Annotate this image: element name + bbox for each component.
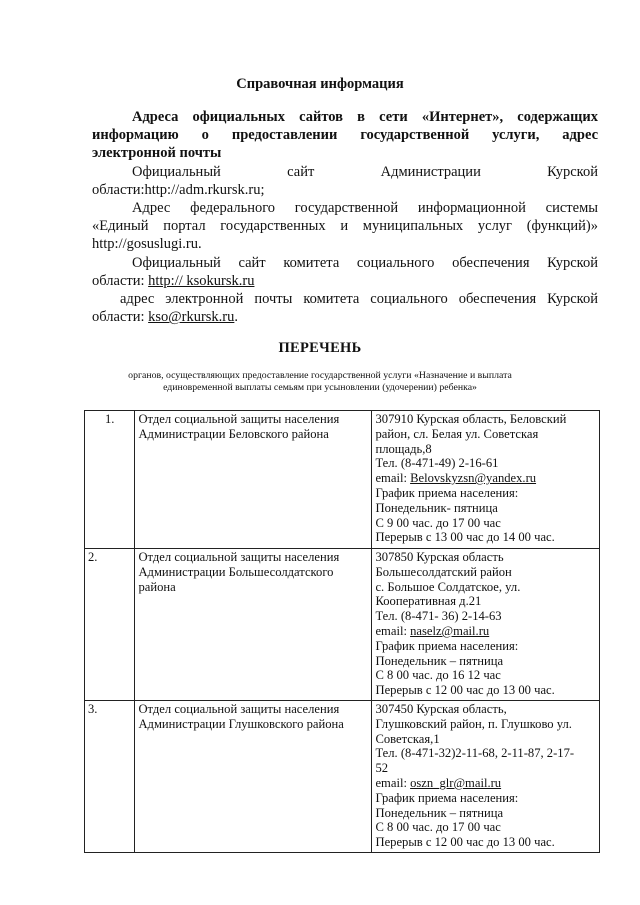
phone-line: Тел. (8-471-32)2-11-68, 2-11-87, 2-17- <box>375 746 575 761</box>
intro-heading-line1: Адреса официальных сайтов в сети «Интернет», содержащих <box>132 109 598 125</box>
email-prefix: email: <box>375 775 411 790</box>
committee-email-link[interactable]: kso@rkursk.ru <box>148 309 235 326</box>
table-row <box>85 701 600 853</box>
portal-line2: «Единый портал государственных и муниципальных услуг (функций)» <box>92 218 598 235</box>
schedule-break: Перерыв с 13 00 час до 14 00 час. <box>375 530 555 545</box>
committee-site-line1: Официальный сайт комитета социального обеспечения Курской <box>132 254 598 271</box>
intro-heading-line2: информацию о предоставлении государственной услуги, адрес <box>92 127 598 144</box>
schedule-title: График приема населения: <box>375 790 519 805</box>
email-link[interactable]: Belovskyzsn@yandex.ru <box>410 471 537 486</box>
intro-section <box>92 108 598 326</box>
office-name-line: района <box>138 579 176 594</box>
portal-line1: Адрес федерального государственной информационной системы <box>132 200 598 217</box>
row-number: 3. <box>85 701 135 853</box>
committee-site-link[interactable]: http:// ksokursk.ru <box>148 272 255 289</box>
schedule-hours: С 8 00 час. до 16 12 час <box>375 668 501 683</box>
schedule-hours: С 9 00 час. до 17 00 час <box>375 515 501 530</box>
address-line: Кооперативная д.21 <box>375 594 482 609</box>
office-name <box>135 411 372 549</box>
office-name-line: Администрации Глушковского района <box>138 716 344 731</box>
address-line: площадь,8 <box>375 441 432 456</box>
committee-site-line2 <box>92 272 598 290</box>
row-number: 2. <box>85 549 135 701</box>
schedule-days: Понедельник – пятница <box>375 653 504 668</box>
email-line <box>375 471 596 486</box>
email-link[interactable]: oszn_glr@mail.ru <box>410 775 502 790</box>
list-subtitle <box>120 370 520 394</box>
committee-email-line2 <box>92 308 598 326</box>
address-line: район, сл. Белая ул. Советская <box>375 426 539 441</box>
list-subtitle-line2: единовременной выплаты семьям при усыновлении (удочерении) ребенка» <box>163 382 477 393</box>
committee-email-line1: адрес электронной почты комитета социального обеспечения Курской <box>120 291 598 308</box>
office-name <box>135 701 372 853</box>
page-title: Справочная информация <box>236 76 404 92</box>
email-prefix: email: <box>375 471 411 486</box>
committee-email-suffix: . <box>234 309 238 326</box>
schedule-break: Перерыв с 12 00 час до 13 00 час. <box>375 683 555 698</box>
office-name-line: Отдел социальной защиты населения <box>138 702 340 716</box>
address-line: с. Большое Солдатское, ул. <box>375 579 521 594</box>
phone-line: Тел. (8-471-49) 2-16-61 <box>375 456 499 471</box>
office-name-line: Администрации Большесолдатского <box>138 564 334 579</box>
email-prefix: email: <box>375 623 411 638</box>
address-line: Большесолдатский район <box>375 564 512 579</box>
address-line: Глушковский район, п. Глушково ул. <box>375 716 572 731</box>
address-line: 307850 Курская область <box>375 550 504 564</box>
address-line: Советская,1 <box>375 731 440 746</box>
portal-line3: http://gosuslugi.ru. <box>92 236 202 253</box>
office-name-line: Отдел социальной защиты населения <box>138 412 340 426</box>
office-name <box>135 549 372 701</box>
office-contacts <box>372 701 600 853</box>
email-line <box>375 776 596 791</box>
schedule-title: График приема населения: <box>375 638 519 653</box>
schedule-break: Перерыв с 12 00 час до 13 00 час. <box>375 835 555 850</box>
list-subtitle-line1: органов, осуществляющих предоставление государственной услуги «Назначение и выплата <box>128 370 512 381</box>
admin-site-line2: области:http://adm.rkursk.ru; <box>92 181 265 198</box>
offices-table <box>84 410 600 853</box>
table-row <box>85 411 600 549</box>
committee-site-prefix: области: <box>92 272 149 289</box>
office-contacts <box>372 411 600 549</box>
schedule-hours: С 8 00 час. до 17 00 час <box>375 820 501 835</box>
office-contacts <box>372 549 600 701</box>
schedule-title: График приема населения: <box>375 485 519 500</box>
admin-site-line1: Официальный сайт Администрации Курской <box>132 163 598 180</box>
office-name-line: Администрации Беловского района <box>138 426 329 441</box>
row-number: 1. <box>85 411 135 549</box>
table-row <box>85 549 600 701</box>
committee-email-prefix: области: <box>92 309 149 326</box>
intro-heading-line3: электронной почты <box>92 145 222 162</box>
email-link[interactable]: naselz@mail.ru <box>410 623 490 638</box>
email-line <box>375 624 596 639</box>
schedule-days: Понедельник – пятница <box>375 805 504 820</box>
office-name-line: Отдел социальной защиты населения <box>138 550 340 564</box>
address-line: 307910 Курская область, Беловский <box>375 412 567 426</box>
schedule-days: Понедельник- пятница <box>375 500 498 515</box>
phone-line: Тел. (8-471- 36) 2-14-63 <box>375 609 502 624</box>
list-heading: ПЕРЕЧЕНЬ <box>278 340 362 356</box>
address-line: 307450 Курская область, <box>375 702 507 716</box>
phone-line: 52 <box>375 761 389 776</box>
